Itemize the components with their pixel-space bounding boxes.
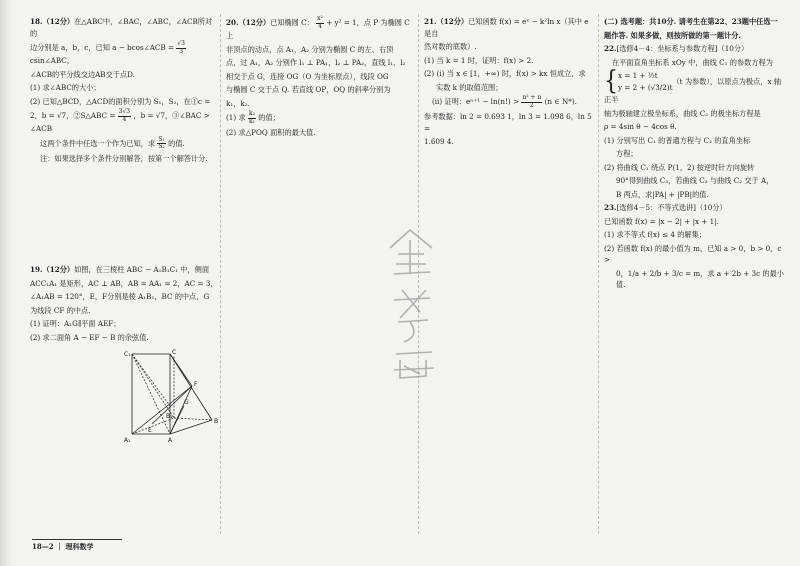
column-4 <box>604 16 786 293</box>
q18-frac3: $\frac{\text{S₁}}{\text{S₂}}$ <box>158 135 165 150</box>
q18-number: 18.（12分） <box>30 17 75 26</box>
label-E: E <box>148 427 152 434</box>
q22-part2: (2) 将曲线 C₁ 绕点 P(1，2) 按逆时针方向旋转 <box>604 162 755 172</box>
column-divider <box>598 14 599 534</box>
q23-part2: (2) 若函数 f(x) 的最小值为 m，已知 a > 0，b > 0，c > <box>604 243 782 264</box>
q18-line1: 在△ABC中，∠BAC，∠ABC，∠ACB所对的 <box>30 17 213 38</box>
q22-param-system: x = 1 + ½t y = 2 + (√3/2)t <box>618 71 673 92</box>
binding-margin <box>0 0 14 566</box>
question-18: 18.（12分）在△ABC中，∠BAC，∠ABC，∠ACB所对的 边分别是 a，b，c，已知 a − bcos∠ACB = $\frac{√3}{3}$ csin∠ABC， ∠ACB的平分线交边AB交于点D. (1) 求∠ABC的大小； (2) 已知△BCD，△ACD的面积分别为 S₁，S₂，在①c = 2，b = √7，②S△ABC = $\frac{3√3}{4}$ ，b = √7，③∠BAC > ∠ACB 这两个条件中任选一个作为已知，求 $\frac{\text{S₁}}{\text{S₂}}$ 的值. 注：如果选择多个条件分别解答，按第一个解答计分. <box>30 16 218 164</box>
question-23: 23.[选修4－5：不等式选讲]（10分） 已知函数 f(x) = |x − 2| + |x + 1|. (1) 求不等式 f(x) ≤ 4 的解集； (2) 若函数 f(x) 的最小值为 m，已知 a > 0，b > 0，c > 0，1/a + 2/b + 3/c = m，求 a + 2b + 3c 的最小值. <box>604 203 784 289</box>
label-A: A <box>168 437 173 444</box>
q20-number: 20.（12分） <box>226 18 271 27</box>
question-20: 20.（12分）已知椭圆 C： $\frac{\text{x²}}{4}$ + y² = 1，点 P 为椭圆 C 上 非顶点的动点，点 A₁，A₂ 分别为椭圆 C 的左、右顶 点，过 A₁，A₂ 分别作 l₁ ⊥ PA₁，l₂ ⊥ PA₂，直线 l₁，l₂ 相交于点 G，连接 OG（O 为坐标原点），线段 OG 与椭圆 C 交于点 Q. 若直线 OP，OQ 的斜率分别为 k₁，k₂. (1) 求 $\frac{\text{k₂}}{\text{k₁}}$ 的值； (2) 求△POQ 面积的最大值. <box>226 16 412 139</box>
q21-part2: (2) (ⅰ) 当 x ∈ [1，+∞) 时，f(x) > kx 恒成立，求 <box>424 69 586 78</box>
prism-figure <box>122 346 232 446</box>
q21-part1: (1) 当 k = 1 时，证明：f(x) > 2. <box>424 55 534 65</box>
question-22: 22.[选修4－4：坐标系与参数方程]（10分） 在平面直角坐标系 xOy 中，曲线 C₁ 的参数方程为 { x = 1 + ½t y = 2 + (√3/2)t （t 为参数），以原点为极点，x 轴正半 轴为极轴建立极坐标系，曲线 C₂ 的极坐标方程是 ρ = 4sin θ − 4cos θ. (1) 分别写出 C₁ 的普通方程与 C₂ 的直角坐标 方程； (2) 将曲线 C₁ 绕点 P(1，2) 按逆时针方向旋转 90°得到曲线 C₃，若曲线 C₃ 与曲线 C₂ 交于 A， B 两点，求|PA| + |PB|的值. <box>604 43 786 200</box>
label-G: G <box>184 399 189 406</box>
q18-line2: 边分别是 a，b，c，已知 a − bcos∠ACB = <box>30 43 174 52</box>
q18-frac1: $\frac{√3}{3}$ <box>177 40 185 55</box>
q20-frac1: $\frac{\text{x²}}{4}$ <box>317 15 323 30</box>
elective-instructions: (二) 选考题：共10分. 请考生在第22、23题中任选一 题作答. 如果多做，则按所做的第一题计分. <box>604 17 778 40</box>
label-C: C <box>172 349 177 356</box>
q23-part1: (1) 求不等式 f(x) ≤ 4 的解集； <box>604 230 707 239</box>
q21-frac1: $\frac{\text{n² + n}}{2}$ <box>522 94 542 109</box>
q18-part2: (2) 已知△BCD，△ACD的面积分别为 S₁，S₂，在①c = <box>30 96 211 106</box>
subject-label: 理科数学 <box>65 542 94 551</box>
column-divider <box>220 14 221 534</box>
q18-frac2: $\frac{3√3}{4}$ <box>118 108 131 123</box>
label-A1: A₁ <box>124 437 131 444</box>
label-C1: C₁ <box>124 351 131 358</box>
q22-number: 22. <box>604 44 617 53</box>
q18-part1: (1) 求∠ABC的大小； <box>30 83 101 92</box>
page-footer: 18—2 ｜ 理科数学 <box>32 539 122 552</box>
q18-note: 注：如果选择多个条件分别解答，按第一个解答计分. <box>40 153 208 163</box>
q22-part1: (1) 分别写出 C₁ 的普通方程与 C₂ 的直角坐标 <box>604 135 751 145</box>
label-B: B <box>214 418 219 425</box>
q19-part1: (1) 证明：A₁G∥平面 AEF； <box>30 319 121 328</box>
page-number: 18—2 <box>32 542 54 551</box>
question-21: 21.（12分）已知函数 f(x) = eˣ − k²ln x（其中 e 是自 然对数的底数）. (1) 当 k = 1 时，证明：f(x) > 2. (2) (ⅰ) 当 x ∈ [1，+∞) 时，f(x) > kx 恒成立，求 实数 k 的取值范围； (ⅱ) 证明：eⁿ⁺¹ − ln(n!) > $\frac{\text{n² + n}}{2}$ (n ∈ N*). 参考数据：ln 2 = 0.693 1，ln 3 = 1.098 6，ln 5 = 1.609 4. <box>424 16 596 148</box>
q21-number: 21.（12分） <box>424 17 469 26</box>
label-B1: B₁ <box>166 413 173 420</box>
q18-line3: ∠ACB的平分线交边AB交于点D. <box>30 69 135 79</box>
q20-part1: (1) 求 $\frac{\text{k₂}}{\text{k₁}}$ 的值； <box>226 110 280 125</box>
q19-part2: (2) 求二面角 A − EF − B 的余弦值. <box>30 332 149 342</box>
q20-part2: (2) 求△POQ 面积的最大值. <box>226 128 316 137</box>
q19-number: 19.（12分） <box>30 265 75 274</box>
column-1 <box>30 16 219 444</box>
q23-number: 23. <box>604 203 617 212</box>
column-2 <box>226 16 412 141</box>
watermark-stamp <box>380 218 450 388</box>
question-19: 19.（12分）如图，在三棱柱 ABC − A₁B₁C₁ 中，侧面 ACC₁A₁ 是矩形，AC ⊥ AB，AB = AA₁ = 2，AC = 3， ∠A₁AB = 120°，E，F分别是棱 A₁B₁，BC 的中点，G 为线段 CF 的中点. (1) 证明：A₁G∥平面 AEF； (2) 求二面角 A − EF − B 的余弦值. <box>30 265 218 342</box>
q21-reference: 参考数据：ln 2 = 0.693 1，ln 3 = 1.098 6，ln 5 = <box>424 112 592 133</box>
column-3 <box>424 16 596 150</box>
label-F: F <box>194 381 198 388</box>
q20-frac2: $\frac{\text{k₂}}{\text{k₁}}$ <box>248 110 255 125</box>
